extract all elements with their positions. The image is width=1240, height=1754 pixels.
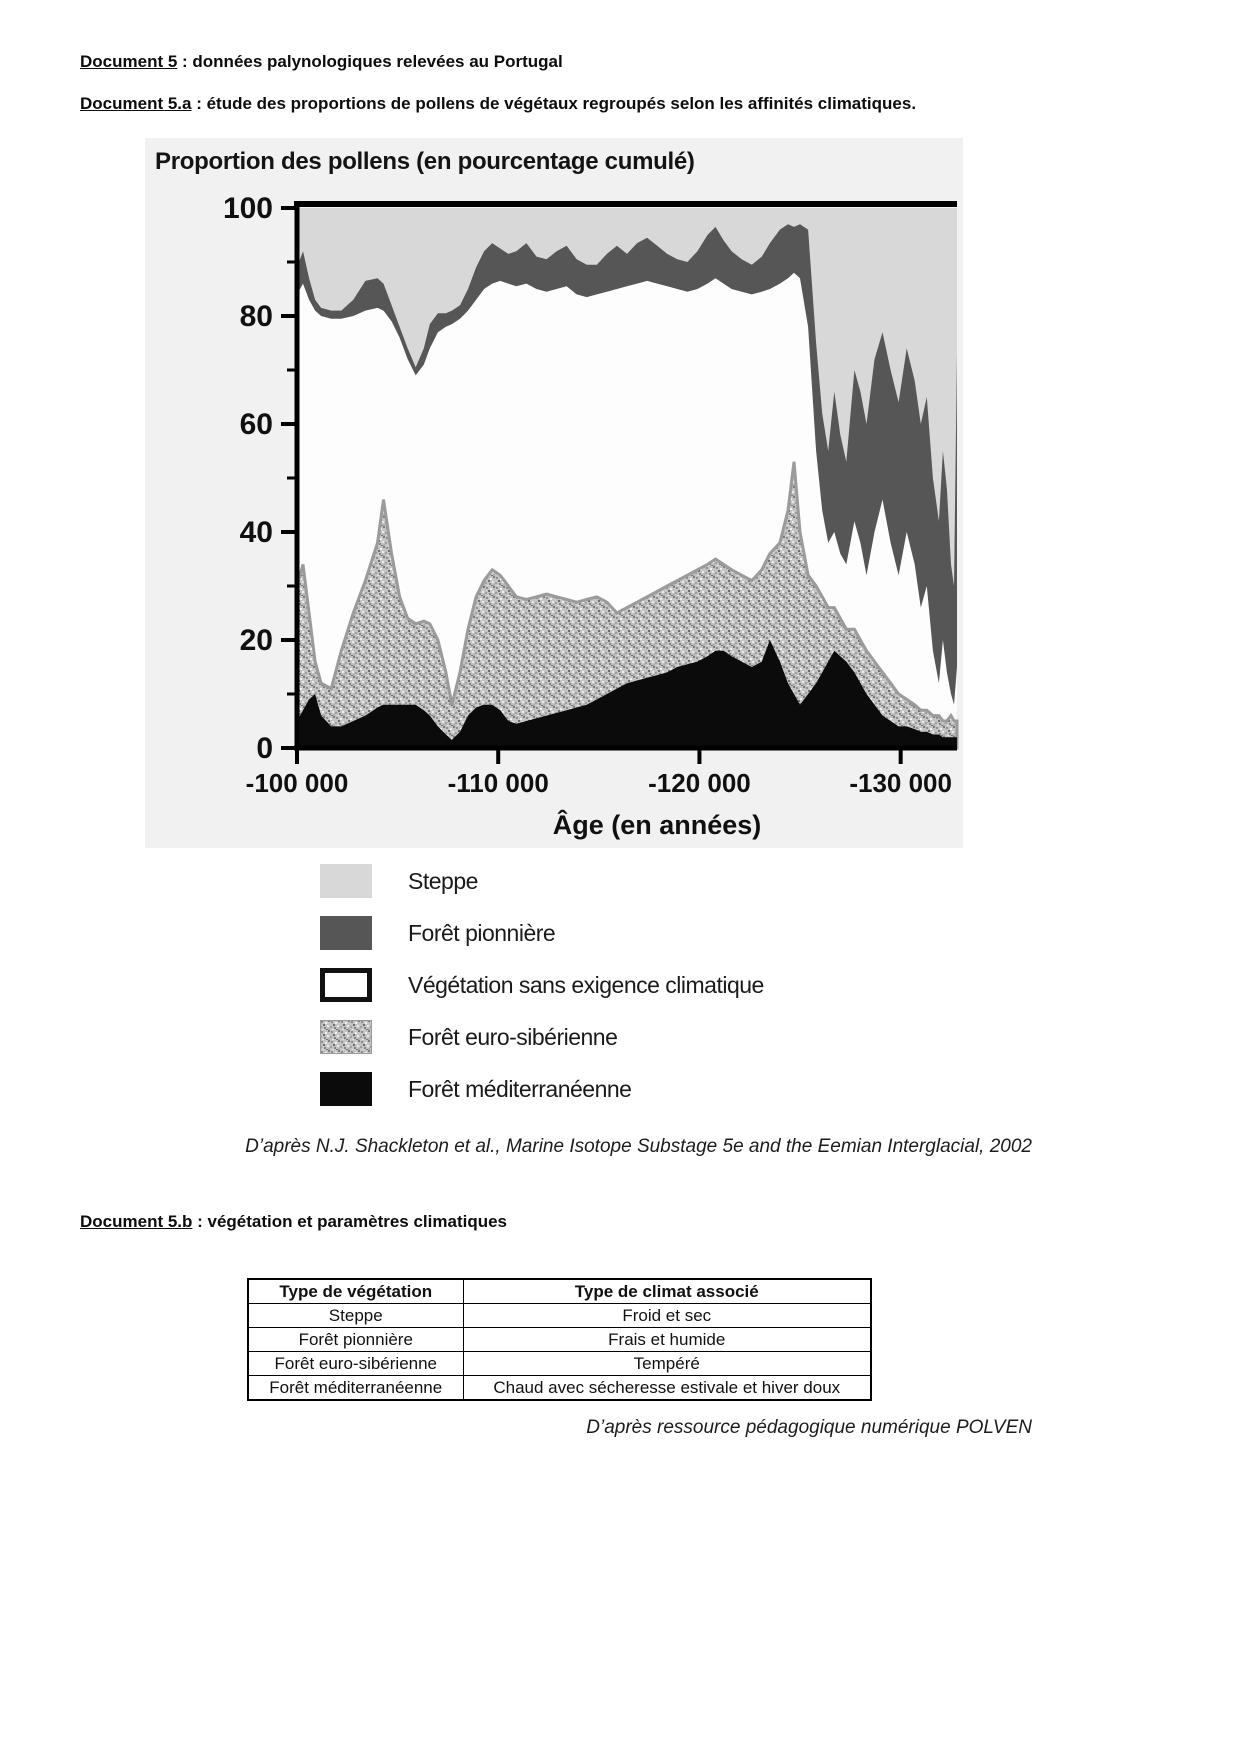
- heading-document-5-label: Document 5: [80, 52, 178, 71]
- table-row: [248, 1376, 871, 1401]
- legend-item-foret-mediterraneenne: [320, 1072, 1240, 1106]
- table-cell: Forêt méditerranéenne: [248, 1376, 463, 1401]
- table-header-cell: Type de climat associé: [463, 1279, 871, 1304]
- svg-text:40: 40: [239, 516, 273, 549]
- svg-text:-100 000: -100 000: [245, 768, 349, 798]
- table-cell: Forêt euro-sibérienne: [248, 1352, 463, 1376]
- heading-document-5: [80, 0, 1240, 72]
- legend-item-vegetation-sans-exigence-climatique: [320, 968, 1240, 1002]
- table-row: [248, 1328, 871, 1352]
- legend-swatch-vegetation-sans-exigence-climatique: [320, 968, 372, 1002]
- svg-text:0: 0: [256, 732, 273, 765]
- legend-label-foret-pionniere: Forêt pionnière: [408, 919, 556, 946]
- heading-document-5b-text: : végétation et paramètres climatiques: [192, 1212, 508, 1231]
- legend-item-foret-euro-siberienne: [320, 1020, 1240, 1054]
- legend-swatch-foret-euro-siberienne: [320, 1020, 372, 1054]
- svg-text:100: 100: [222, 192, 273, 225]
- legend-item-steppe: [320, 864, 1240, 898]
- svg-text:20: 20: [239, 624, 273, 657]
- legend-label-steppe: Steppe: [408, 867, 478, 894]
- table-cell: Chaud avec sécheresse estivale et hiver doux: [463, 1376, 871, 1401]
- heading-document-5a-label: Document 5.a: [80, 94, 192, 113]
- pollen-stacked-area-chart: [145, 186, 963, 848]
- legend-swatch-steppe: [320, 864, 372, 898]
- legend-item-foret-pionniere: [320, 916, 1240, 950]
- table-cell: Tempéré: [463, 1352, 871, 1376]
- heading-document-5b-label: Document 5.b: [80, 1212, 193, 1231]
- svg-text:60: 60: [239, 408, 273, 441]
- legend-swatch-foret-pionniere: [320, 916, 372, 950]
- table-cell: Frais et humide: [463, 1328, 871, 1352]
- table-header-cell: Type de végétation: [248, 1279, 463, 1304]
- heading-document-5b: [80, 1212, 1240, 1232]
- legend-label-foret-mediterraneenne: Forêt méditerranéenne: [408, 1075, 632, 1102]
- svg-text:-120 000: -120 000: [648, 768, 751, 798]
- chart-legend: [320, 864, 1240, 1106]
- chart-attribution: D’après N.J. Shackleton et al., Marine Isotope Substage 5e and the Eemian Interglacial, 2002: [245, 1136, 1032, 1157]
- table-cell: Steppe: [248, 1304, 463, 1328]
- heading-document-5a: [80, 94, 1240, 114]
- heading-document-5-text: : données palynologiques relevées au Portugal: [177, 52, 563, 71]
- heading-document-5a-text: : étude des proportions de pollens de végétaux regroupés selon les affinités climatiques.: [191, 94, 917, 113]
- svg-text:-110 000: -110 000: [447, 768, 549, 798]
- table-row: [248, 1352, 871, 1376]
- vegetation-climate-table: [247, 1278, 872, 1401]
- table-cell: Froid et sec: [463, 1304, 871, 1328]
- table-cell: Forêt pionnière: [248, 1328, 463, 1352]
- table-attribution: D’après ressource pédagogique numérique POLVEN: [586, 1417, 1032, 1438]
- chart-title: Proportion des pollens (en pourcentage cumulé): [155, 148, 695, 175]
- legend-label-foret-euro-siberienne: Forêt euro-sibérienne: [408, 1023, 618, 1050]
- svg-text:-130 000: -130 000: [849, 768, 952, 798]
- legend-label-vegetation-sans-exigence-climatique: Végétation sans exigence climatique: [408, 971, 764, 998]
- svg-text:Âge (en années): Âge (en années): [552, 810, 762, 840]
- table-row: [248, 1304, 871, 1328]
- svg-text:80: 80: [239, 300, 273, 333]
- table-header-row: [248, 1279, 871, 1304]
- legend-swatch-foret-mediterraneenne: [320, 1072, 372, 1106]
- pollen-figure-panel: [145, 138, 963, 848]
